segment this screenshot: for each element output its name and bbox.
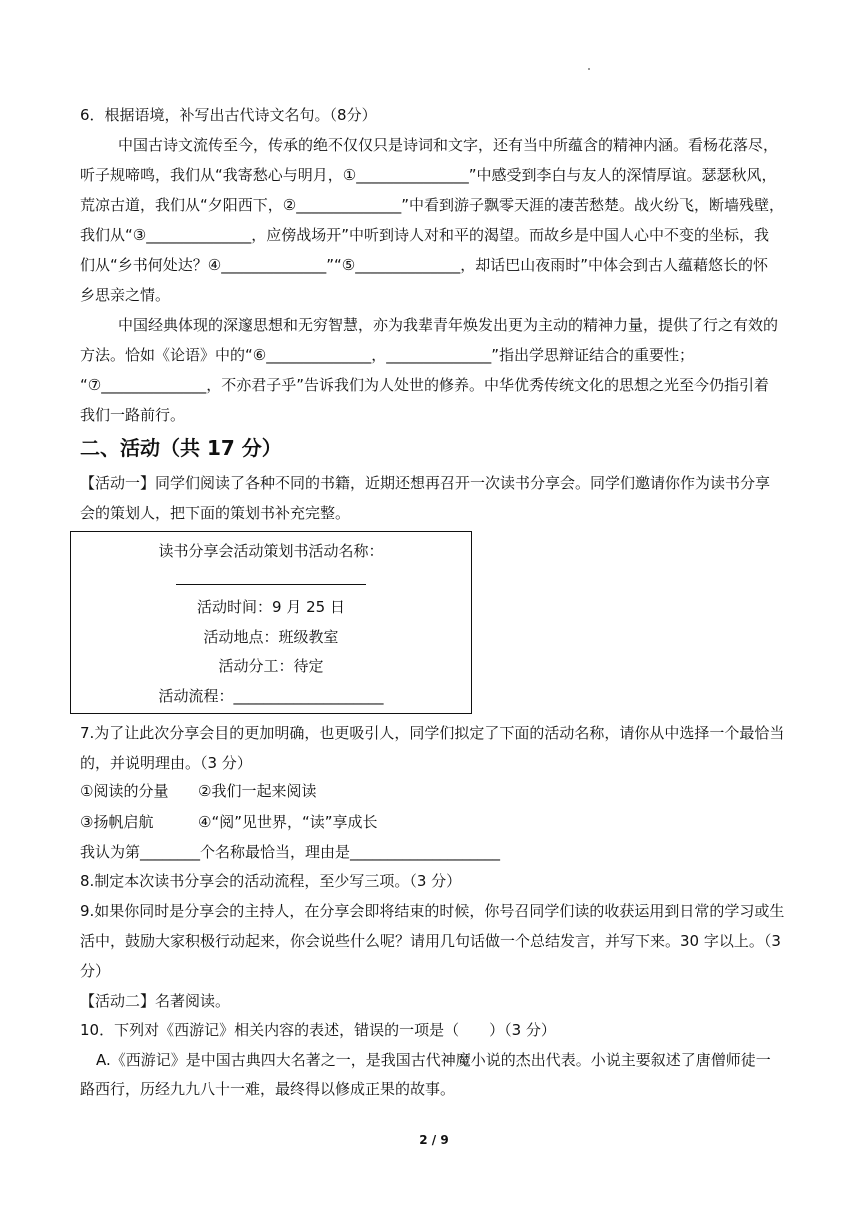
q6-para2-line4: 我们一路前行。: [80, 406, 186, 424]
activity1-line1: 【活动一】同学们阅读了各种不同的书籍，近期还想再召开一次读书分享会。同学们邀请你作为读书分享: [80, 474, 771, 492]
q10-option-a-line1: A.《西游记》是中国古典四大名著之一，是我国古代神魔小说的杰出代表。小说主要叙述了唐僧师徒一: [96, 1051, 771, 1069]
q7-line2: 的，并说明理由。（3 分）: [80, 754, 252, 772]
q9-line3: 分）: [80, 962, 111, 980]
plan-name-blank: [176, 584, 366, 585]
scan-dot: [588, 68, 590, 70]
q8-text: 8.制定本次读书分享会的活动流程，至少写三项。（3 分）: [80, 872, 462, 890]
question-6-title: 6．根据语境，补写出古代诗文名句。（8分）: [80, 106, 377, 124]
plan-process: 活动流程：____________________: [158, 687, 384, 705]
plan-division: 活动分工：待定: [218, 657, 324, 675]
q6-para1-line3: 荒凉古道，我们从“夕阳西下，②______________”中看到游子飘零天涯的凄苦愁楚。战火纷飞，断墙残壁，: [80, 196, 784, 214]
q7-option-1: ①阅读的分量: [80, 782, 169, 800]
activity1-line2: 会的策划人，把下面的策划书补充完整。: [80, 504, 351, 522]
page-number: 2 / 9: [419, 1133, 449, 1147]
q6-para2-line2: 方法。恰如《论语》中的“⑥______________，______________”指出学思辩证结合的重要性；: [80, 346, 694, 364]
q9-line1: 9.如果你同时是分享会的主持人，在分享会即将结束的时候，你号召同学们读的收获运用到日常的学习或生: [80, 902, 785, 920]
q6-para2-line3: “⑦______________，不亦君子乎”告诉我们为人处世的修养。中华优秀传统文化的思想之光至今仍指引着: [80, 376, 769, 394]
q7-option-4: ④“阅”见世界，“读”享成长: [198, 813, 378, 831]
q10-option-a-line2: 路西行，历经九九八十一难，最终得以修成正果的故事。: [80, 1080, 456, 1098]
activity2-title: 【活动二】名著阅读。: [80, 992, 231, 1010]
q6-para2-line1: 中国经典体现的深邃思想和无穷智慧，亦为我辈青年焕发出更为主动的精神力量，提供了行之有效的: [118, 316, 779, 334]
plan-place: 活动地点：班级教室: [203, 628, 339, 646]
plan-time: 活动时间：9 月 25 日: [197, 598, 345, 616]
q7-line1: 7.为了让此次分享会目的更加明确，也更吸引人，同学们拟定了下面的活动名称，请你从中选择一个最恰当: [80, 724, 785, 742]
plan-box: [70, 531, 472, 714]
q7-option-2: ②我们一起来阅读: [198, 782, 317, 800]
q7-option-3: ③扬帆启航: [80, 813, 154, 831]
plan-title: 读书分享会活动策划书活动名称：: [158, 542, 384, 560]
q7-answer-line: 我认为第________个名称最恰当，理由是____________________: [80, 843, 501, 861]
q6-para1-line2: 听子规啼鸣，我们从“我寄愁心与明月，①_______________”中感受到李白与友人的深情厚谊。瑟瑟秋风，: [80, 166, 777, 184]
q6-para1-line5: 们从“乡书何处达？④______________”“⑤______________，却话巴山夜雨时”中体会到古人蕴藉悠长的怀: [80, 256, 768, 274]
q6-para1-line1: 中国古诗文流传至今，传承的绝不仅仅只是诗词和文字，还有当中所蕴含的精神内涵。看杨花落尽，: [118, 136, 779, 154]
q10-title: 10．下列对《西游记》相关内容的表述，错误的一项是（ ）（3 分）: [80, 1021, 556, 1039]
q9-line2: 活中，鼓励大家积极行动起来，你会说些什么呢？请用几句话做一个总结发言，并写下来。30 字以上。（3: [80, 932, 781, 950]
q6-para1-line4: 我们从“③______________，应傍战场开”中听到诗人对和平的渴望。而故乡是中国人心中不变的坐标，我: [80, 226, 769, 244]
section-2-heading: 二、活动（共 17 分）: [80, 436, 282, 460]
q6-para1-line6: 乡思亲之情。: [80, 286, 171, 304]
